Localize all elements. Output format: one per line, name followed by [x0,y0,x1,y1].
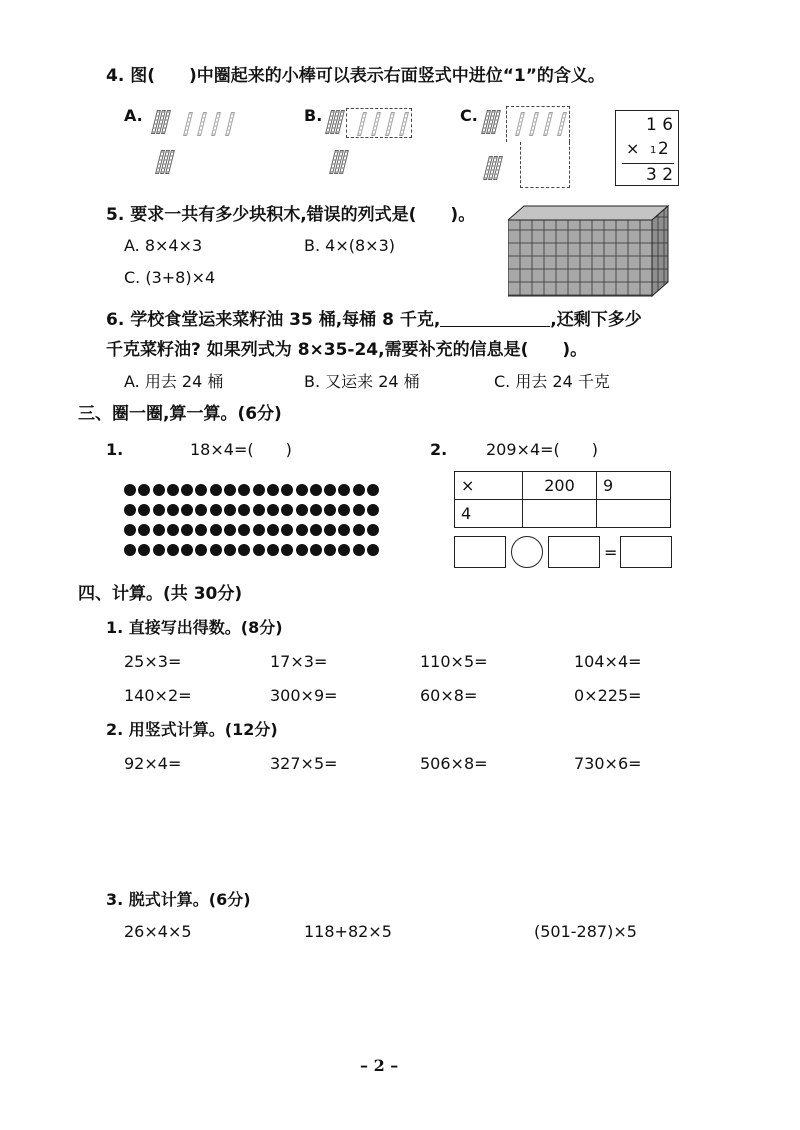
dot[interactable] [310,544,322,556]
dot[interactable] [210,504,222,516]
part-2-expression: 209×4=( ) [486,440,599,459]
direct-calc-item[interactable]: 300×9= [270,686,338,705]
question-4-text: 4. 图( )中圈起来的小棒可以表示右面竖式中进位“1”的含义。 [106,66,605,86]
dot[interactable] [324,504,336,516]
dot[interactable] [195,504,207,516]
part-1-title: 1. 直接写出得数。(8分) [106,618,283,637]
dot[interactable] [124,484,136,496]
dot[interactable] [124,524,136,536]
stick-bundle-icon [156,150,174,176]
dot[interactable] [224,504,236,516]
dot[interactable] [296,544,308,556]
dot[interactable] [167,524,179,536]
dot[interactable] [153,544,165,556]
dot[interactable] [195,524,207,536]
dot[interactable] [310,524,322,536]
dot[interactable] [310,504,322,516]
dot[interactable] [253,544,265,556]
dot[interactable] [367,504,379,516]
dot[interactable] [181,524,193,536]
dot[interactable] [153,504,165,516]
dot[interactable] [153,484,165,496]
dot[interactable] [224,544,236,556]
direct-calc-item[interactable]: 140×2= [124,686,192,705]
direct-calc-item[interactable]: 104×4= [574,652,642,671]
multiplication-grid [454,471,671,528]
dot[interactable] [338,504,350,516]
page-number: – 2 – [360,1056,399,1075]
vertical-row2-digit: 2 [658,139,669,159]
vertical-row1: 1 6 [646,115,674,135]
dot[interactable] [181,504,193,516]
dot[interactable] [210,524,222,536]
equals-sign: = [604,543,618,562]
dot[interactable] [253,484,265,496]
stick-bundle-icon [330,150,348,176]
dot[interactable] [253,504,265,516]
dot[interactable] [367,484,379,496]
option-c[interactable]: C. 用去 24 千克 [494,372,610,391]
vertical-carry-digit: 1 [650,145,657,156]
dot[interactable] [167,504,179,516]
part-2-number: 2. [430,440,448,459]
dot[interactable] [296,484,308,496]
option-c-label[interactable]: C. [460,106,478,125]
part-3-title: 3. 脱式计算。(6分) [106,890,251,909]
dot[interactable] [281,524,293,536]
question-6-text-part2: ,还剩下多少 [550,310,642,330]
section-4-title: 四、计算。(共 30分) [78,584,243,604]
vertical-divider-line [622,163,674,164]
dot[interactable] [281,544,293,556]
dot[interactable] [238,504,250,516]
dot[interactable] [195,544,207,556]
direct-calc-item[interactable]: 60×8= [420,686,478,705]
option-b-label[interactable]: B. [304,106,323,125]
dot[interactable] [238,484,250,496]
part-2-title: 2. 用竖式计算。(12分) [106,720,278,739]
dot[interactable] [353,544,365,556]
stick-bundle-icon [152,110,170,136]
dot[interactable] [353,524,365,536]
vertical-calc-item[interactable]: 92×4= [124,754,182,773]
dot[interactable] [367,524,379,536]
dot[interactable] [167,544,179,556]
dot[interactable] [267,504,279,516]
dot[interactable] [238,524,250,536]
step-calc-item[interactable]: 118+82×5 [304,922,392,941]
dot[interactable] [281,504,293,516]
section-3-title: 三、圈一圈,算一算。(6分) [78,404,282,424]
dot[interactable] [181,544,193,556]
dot[interactable] [267,524,279,536]
part-1-number: 1. [106,440,124,459]
answer-box[interactable] [548,536,600,568]
dot[interactable] [267,484,279,496]
grid-header-9: 9 [597,472,671,500]
answer-box[interactable] [454,536,506,568]
stick-bundle-icon [482,110,500,136]
dot[interactable] [153,524,165,536]
vertical-multiplication-box [615,110,679,186]
direct-calc-item[interactable]: 0×225= [574,686,642,705]
option-a-label[interactable]: A. [124,106,143,125]
dot[interactable] [338,544,350,556]
direct-calc-item[interactable]: 25×3= [124,652,182,671]
option-b[interactable]: B. 又运来 24 桶 [304,372,420,391]
dot-array[interactable] [124,484,381,564]
dot[interactable] [338,524,350,536]
dot[interactable] [296,504,308,516]
dot[interactable] [195,484,207,496]
dot[interactable] [338,484,350,496]
stick-bundle-icon [326,110,344,136]
dot[interactable] [353,504,365,516]
question-6-line2: 千克菜籽油? 如果列式为 8×35-24,需要补充的信息是( )。 [106,340,588,360]
dot[interactable] [138,524,150,536]
dot[interactable] [181,484,193,496]
direct-calc-item[interactable]: 17×3= [270,652,328,671]
option-a[interactable]: A. 8×4×3 [124,236,203,255]
vertical-result: 3 2 [646,165,674,185]
vertical-calc-item[interactable]: 327×5= [270,754,338,773]
stick-bundle-icon [484,156,502,182]
grid-cell-answer[interactable] [597,500,671,528]
grid-cell-answer[interactable] [523,500,597,528]
dot[interactable] [124,544,136,556]
dot[interactable] [167,484,179,496]
dot[interactable] [210,484,222,496]
answer-box[interactable] [620,536,672,568]
dot[interactable] [296,524,308,536]
dot[interactable] [267,544,279,556]
question-5-text: 5. 要求一共有多少块积木,错误的列式是( )。 [106,205,476,225]
grid-row-4: 4 [455,500,523,528]
grid-header-200: 200 [523,472,597,500]
vertical-calc-item[interactable]: 506×8= [420,754,488,773]
step-calc-item[interactable]: (501-287)×5 [534,922,637,941]
dot[interactable] [138,484,150,496]
direct-calc-item[interactable]: 110×5= [420,652,488,671]
dot[interactable] [238,544,250,556]
dot[interactable] [324,524,336,536]
dot[interactable] [210,544,222,556]
answer-blank[interactable] [440,311,550,327]
dot[interactable] [224,524,236,536]
part-1-expression: 18×4=( ) [190,440,292,459]
question-6-line1 [106,310,642,330]
grid-header-operator: × [455,472,523,500]
dot[interactable] [224,484,236,496]
dot[interactable] [353,484,365,496]
vertical-calc-item[interactable]: 730×6= [574,754,642,773]
building-blocks-image [508,204,670,298]
dot[interactable] [324,484,336,496]
dot[interactable] [281,484,293,496]
question-6-text-part1: 6. 学校食堂运来菜籽油 35 桶,每桶 8 千克, [106,310,441,330]
step-calc-item[interactable]: 26×4×5 [124,922,192,941]
option-c[interactable]: C. (3+8)×4 [124,268,216,287]
option-b[interactable]: B. 4×(8×3) [304,236,395,255]
dot[interactable] [124,504,136,516]
dot[interactable] [367,544,379,556]
dot[interactable] [324,544,336,556]
operator-circle[interactable] [511,536,543,568]
dot[interactable] [138,544,150,556]
dot[interactable] [138,504,150,516]
dot[interactable] [310,484,322,496]
vertical-operator: × [626,139,640,158]
dot[interactable] [253,524,265,536]
circled-sticks-outline-lower [520,142,570,188]
option-a[interactable]: A. 用去 24 桶 [124,372,224,391]
